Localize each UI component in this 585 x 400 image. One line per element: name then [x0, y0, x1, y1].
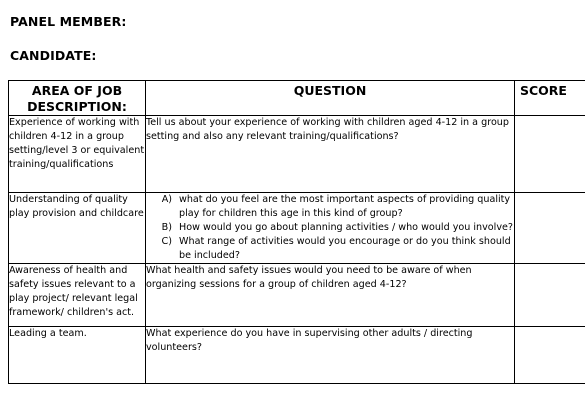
table-row [9, 193, 585, 264]
question-item-label: C) [161, 236, 172, 247]
panel-member-label: PANEL MEMBER: [10, 14, 127, 29]
table-row [9, 327, 585, 384]
area-column-header: AREA OF JOB DESCRIPTION: [9, 81, 146, 116]
score-column-header: SCORE [515, 81, 585, 116]
area-cell: Leading a team. [9, 327, 146, 384]
table-row [9, 116, 585, 193]
question-cell: What health and safety issues would you need to be aware of when organizing sessions for a group of children aged 4-12? [146, 264, 515, 327]
score-cell[interactable] [515, 264, 585, 327]
table-header-row [9, 81, 585, 116]
question-item-label: B) [161, 222, 172, 233]
question-item [146, 235, 514, 263]
question-item-text: How would you go about planning activities / who would you involve? [179, 222, 514, 233]
question-cell: Tell us about your experience of working with children aged 4-12 in a group setting and also any relevant training/qualifications? [146, 116, 515, 193]
question-cell [146, 193, 515, 264]
question-column-header: QUESTION [146, 81, 515, 116]
candidate-label: CANDIDATE: [10, 48, 97, 63]
score-cell[interactable] [515, 327, 585, 384]
area-cell: Awareness of health and safety issues relevant to a play project/ relevant legal framework/ children's act. [9, 264, 146, 327]
area-cell: Understanding of quality play provision and childcare [9, 193, 146, 264]
question-item-text: What range of activities would you encourage or do you think should be included? [179, 236, 511, 261]
score-cell[interactable] [515, 193, 585, 264]
question-cell: What experience do you have in supervising other adults / directing volunteers? [146, 327, 515, 384]
table-row [9, 264, 585, 327]
question-item-label: A) [161, 194, 172, 205]
question-item [146, 193, 514, 221]
interview-question-table [8, 80, 585, 384]
question-item [146, 221, 514, 235]
area-cell: Experience of working with children 4-12 in a group setting/level 3 or equivalent training/qualifications [9, 116, 146, 193]
score-cell[interactable] [515, 116, 585, 193]
question-item-text: what do you feel are the most important aspects of providing quality play for children this age in this kind of group? [179, 194, 511, 219]
